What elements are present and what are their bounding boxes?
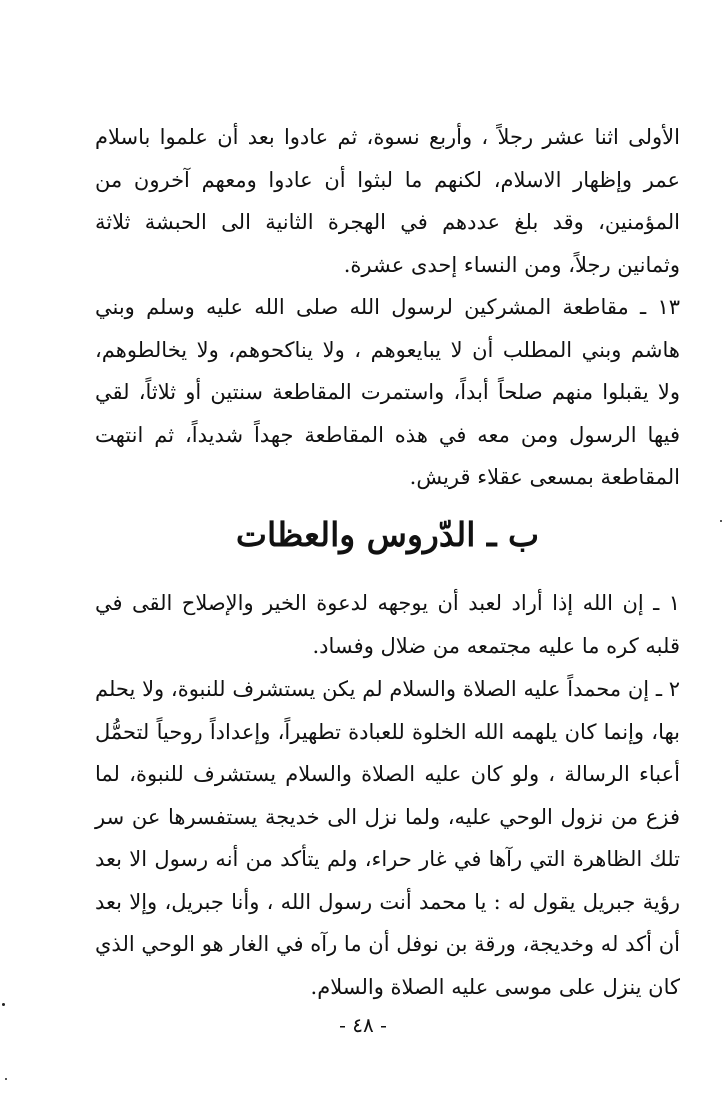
lesson-item-2: ٢ ـ إن محمداً عليه الصلاة والسلام لم يكن يستشرف للنبوة، ولا يحلم بها، وإنما كان يلهمه الله الخلوة للعبادة تطهيراً، وإعداداً روحياً لتحمُّل أعباء الرسالة ، ولو كان عليه الصلاة والسلام يستشرف للنبوة، لما فزع من نزول الوحي عليه، ولما نزل الى خديجة يستفسرها عن سر تلك الظاهرة التي رآها في غار حراء، ولم يتأكد من أنه رسول الا بعد رؤية جبريل يقول له : يا محمد أنت رسول الله ، وأنا جبريل، وإلا بعد أن أكد له وخديجة، ورقة بن نوفل أن ما رآه في الغار هو الوحي الذي كان ينزل على موسى عليه الصلاة والسلام.: [95, 677, 680, 999]
body-paragraph-boycott: ١٣ ـ مقاطعة المشركين لرسول الله صلى الله عليه وسلم وبني هاشم وبني المطلب أن لا يبايعوهم ، ولا يناكحوهم، ولا يخالطوهم، ولا يقبلوا منهم صلحاً أبداً، واستمرت المقاطعة سنتين أو ثلاثاً، لقي فيها الرسول ومن معه في هذه المقاطعة جهداً شديداً، ثم انتهت المقاطعة بمسعى عقلاء قريش.: [95, 295, 680, 489]
lesson-item-1: ١ ـ إن الله إذا أراد لعبد أن يوجهه لدعوة الخير والإصلاح القى في قلبه كره ما عليه مجتمعه من ضلال وفساد.: [95, 591, 680, 658]
scan-speck: [720, 520, 722, 522]
scan-speck: [2, 1003, 5, 1006]
body-paragraph-emigrants: الأولى اثنا عشر رجلاً ، وأربع نسوة، ثم عادوا بعد أن علموا باسلام عمر وإظهار الاسلام، لكنهم ما لبثوا أن عادوا ومعهم آخرون من المؤمنين، وقد بلغ عددهم في الهجرة الثانية الى الحبشة ثلاثة وثمانين رجلاً، ومن النساء إحدى عشرة.: [95, 125, 680, 277]
page-number: - ٤٨ -: [339, 1013, 387, 1037]
section-heading: ب ـ الدّروس والعظات: [235, 515, 540, 554]
scan-speck: [5, 1078, 7, 1080]
